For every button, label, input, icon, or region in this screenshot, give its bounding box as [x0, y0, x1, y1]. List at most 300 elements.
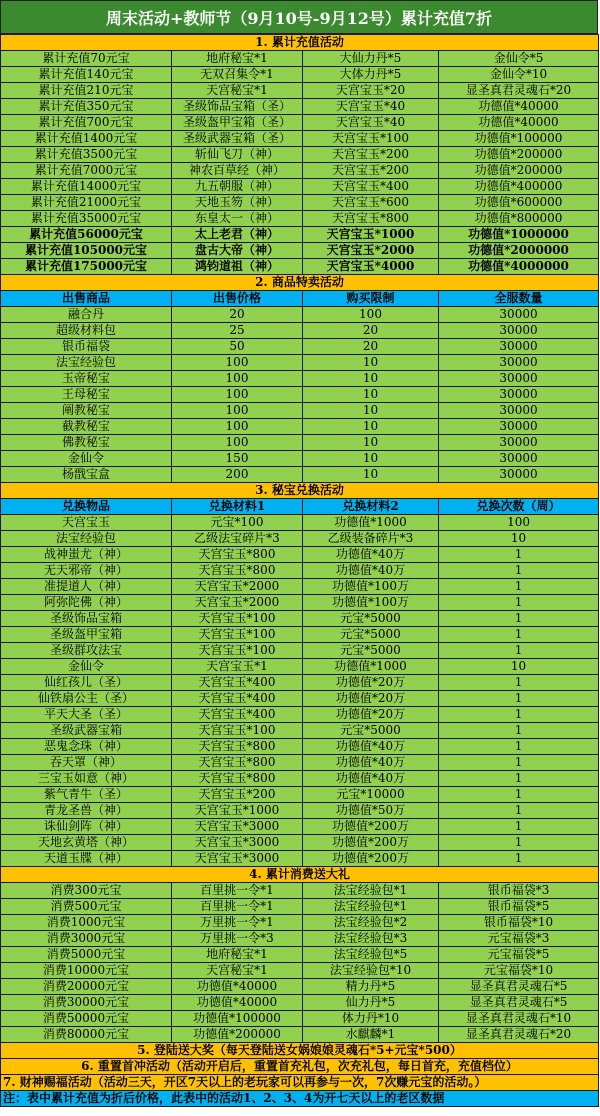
exchange-row-cell-1: 战神蚩尤（神）	[1, 547, 172, 563]
exchange-row	[1, 819, 599, 835]
exchange-row	[1, 531, 599, 547]
exchange-row-cell-2: 天宫宝玉*3000	[172, 851, 303, 867]
consume-row-cell-1: 消费5000元宝	[1, 947, 172, 963]
fortune-banner	[1, 1075, 599, 1091]
shop-row-cell-3: 10	[303, 355, 439, 371]
recharge-row-cell-2: 圣级盔甲宝箱（圣）	[172, 115, 303, 131]
shop-row	[1, 403, 599, 419]
exchange-section-header	[1, 483, 599, 499]
recharge-row-cell-4: 功德值*400000	[439, 179, 599, 195]
recharge-row-cell-3: 天宫宝玉*100	[303, 131, 439, 147]
recharge-row-cell-4: 金仙令*5	[439, 51, 599, 67]
shop-column-header-cell-2: 出售价格	[172, 291, 303, 307]
exchange-row-cell-4: 1	[439, 579, 599, 595]
exchange-row-cell-3: 元宝*5000	[303, 611, 439, 627]
exchange-row-cell-1: 恶鬼念珠（神）	[1, 739, 172, 755]
shop-row-cell-3: 10	[303, 403, 439, 419]
recharge-row-cell-2: 东皇太一（神）	[172, 211, 303, 227]
recharge-row	[1, 67, 599, 83]
exchange-row-cell-2: 天宫宝玉*100	[172, 611, 303, 627]
exchange-row	[1, 771, 599, 787]
consume-row-cell-1: 消费1000元宝	[1, 915, 172, 931]
exchange-row-cell-3: 功德值*40万	[303, 563, 439, 579]
shop-row-cell-1: 杨戬宝盒	[1, 467, 172, 483]
exchange-row-cell-4: 1	[439, 675, 599, 691]
shop-row-cell-2: 100	[172, 371, 303, 387]
shop-row-cell-3: 10	[303, 451, 439, 467]
exchange-row	[1, 563, 599, 579]
shop-row-cell-4: 30000	[439, 467, 599, 483]
recharge-row-cell-2: 神农百草经（神）	[172, 163, 303, 179]
recharge-row	[1, 179, 599, 195]
consume-row-cell-2: 功德值*100000	[172, 1011, 303, 1027]
exchange-row-cell-2: 天宫宝玉*1	[172, 659, 303, 675]
exchange-row-cell-3: 功德值*1000	[303, 515, 439, 531]
consume-row-cell-1: 消费20000元宝	[1, 979, 172, 995]
exchange-row-cell-3: 功德值*200万	[303, 851, 439, 867]
shop-section-header	[1, 275, 599, 291]
recharge-row-cell-2: 九五朝服（神）	[172, 179, 303, 195]
recharge-row-cell-4: 功德值*40000	[439, 115, 599, 131]
consume-row-cell-4: 元宝福袋*10	[439, 963, 599, 979]
exchange-row-cell-1: 青龙圣兽（神）	[1, 803, 172, 819]
shop-row-cell-4: 30000	[439, 307, 599, 323]
exchange-row-cell-4: 100	[439, 515, 599, 531]
shop-row-cell-1: 融合丹	[1, 307, 172, 323]
recharge-row-cell-3: 天宫宝玉*200	[303, 163, 439, 179]
consume-row-cell-4: 银币福袋*3	[439, 883, 599, 899]
exchange-row-cell-2: 天宫宝玉*800	[172, 771, 303, 787]
exchange-row-cell-1: 三宝玉如意（神）	[1, 771, 172, 787]
recharge-row-highlight	[1, 259, 599, 275]
exchange-row-cell-2: 天宫宝玉*1000	[172, 803, 303, 819]
recharge-row-cell-1: 累计充值140元宝	[1, 67, 172, 83]
exchange-row-cell-4: 1	[439, 755, 599, 771]
shop-row-cell-4: 30000	[439, 419, 599, 435]
shop-row	[1, 323, 599, 339]
exchange-row	[1, 595, 599, 611]
recharge-row-cell-4: 显圣真君灵魂石*20	[439, 83, 599, 99]
exchange-row-cell-2: 元宝*100	[172, 515, 303, 531]
recharge-row-cell-3: 天宫宝玉*200	[303, 147, 439, 163]
shop-row-cell-3: 10	[303, 467, 439, 483]
consume-row-cell-1: 消费80000元宝	[1, 1027, 172, 1043]
recharge-row-cell-1: 累计充值21000元宝	[1, 195, 172, 211]
consume-row	[1, 1011, 599, 1027]
shop-row-cell-3: 100	[303, 307, 439, 323]
exchange-row	[1, 739, 599, 755]
exchange-row-cell-2: 天宫宝玉*100	[172, 723, 303, 739]
consume-row	[1, 995, 599, 1011]
shop-row-cell-2: 100	[172, 435, 303, 451]
recharge-row-cell-1: 累计充值1400元宝	[1, 131, 172, 147]
recharge-row-cell-2: 圣级武器宝箱（圣）	[172, 131, 303, 147]
consume-row-cell-4: 显圣真君灵魂石*5	[439, 979, 599, 995]
shop-row-cell-1: 阐教秘宝	[1, 403, 172, 419]
recharge-row-cell-1: 累计充值210元宝	[1, 83, 172, 99]
recharge-row-cell-3: 天宫宝玉*400	[303, 179, 439, 195]
exchange-row-cell-2: 天宫宝玉*2000	[172, 595, 303, 611]
consume-row-cell-3: 法宝经验包*1	[303, 899, 439, 915]
consume-row-cell-3: 法宝经验包*2	[303, 915, 439, 931]
recharge-row-highlight-cell-1: 累计充值175000元宝	[1, 259, 172, 275]
exchange-row-cell-1: 诛仙剑阵（神）	[1, 819, 172, 835]
recharge-row-highlight-cell-4: 功德值*2000000	[439, 243, 599, 259]
exchange-row-cell-4: 1	[439, 595, 599, 611]
consume-row-cell-4: 元宝福袋*5	[439, 947, 599, 963]
shop-row	[1, 371, 599, 387]
consume-row-cell-4: 显圣真君灵魂石*10	[439, 1011, 599, 1027]
exchange-row	[1, 547, 599, 563]
exchange-row-cell-3: 功德值*40万	[303, 771, 439, 787]
consume-row-cell-1: 消费500元宝	[1, 899, 172, 915]
consume-section-header	[1, 867, 599, 883]
shop-row	[1, 419, 599, 435]
recharge-row-cell-2: 无双召集令*1	[172, 67, 303, 83]
exchange-row-cell-3: 元宝*10000	[303, 787, 439, 803]
recharge-row-highlight-cell-2: 太上老君（神）	[172, 227, 303, 243]
exchange-row-cell-2: 乙级法宝碎片*3	[172, 531, 303, 547]
recharge-row	[1, 83, 599, 99]
shop-row-cell-1: 法宝经验包	[1, 355, 172, 371]
consume-row-cell-4: 银币福袋*10	[439, 915, 599, 931]
recharge-row-cell-3: 天宫宝玉*20	[303, 83, 439, 99]
shop-row-cell-3: 10	[303, 371, 439, 387]
shop-row-cell-4: 30000	[439, 323, 599, 339]
exchange-row-cell-2: 天宫宝玉*3000	[172, 835, 303, 851]
exchange-row-cell-3: 功德值*40万	[303, 755, 439, 771]
consume-row-cell-2: 功德值*40000	[172, 979, 303, 995]
recharge-row-cell-1: 累计充值70元宝	[1, 51, 172, 67]
exchange-row-cell-1: 平天大圣（圣）	[1, 707, 172, 723]
exchange-row	[1, 851, 599, 867]
recharge-row-cell-1: 累计充值3500元宝	[1, 147, 172, 163]
exchange-row	[1, 723, 599, 739]
exchange-row-cell-4: 1	[439, 563, 599, 579]
recharge-row	[1, 163, 599, 179]
exchange-row	[1, 627, 599, 643]
first-recharge-banner	[1, 1059, 599, 1075]
recharge-row-cell-4: 功德值*600000	[439, 195, 599, 211]
exchange-row	[1, 579, 599, 595]
recharge-row	[1, 131, 599, 147]
consume-row	[1, 947, 599, 963]
recharge-row-highlight	[1, 227, 599, 243]
exchange-row-cell-4: 1	[439, 771, 599, 787]
shop-row-cell-2: 100	[172, 419, 303, 435]
recharge-row	[1, 115, 599, 131]
exchange-row-cell-1: 仙红孩儿（圣）	[1, 675, 172, 691]
shop-row	[1, 467, 599, 483]
login-award-banner-text: 5. 登陆送大奖（每天登陆送女娲娘娘灵魂石*5+元宝*500）	[1, 1043, 599, 1059]
shop-row	[1, 355, 599, 371]
shop-row	[1, 387, 599, 403]
shop-row-cell-2: 20	[172, 307, 303, 323]
exchange-row-cell-4: 1	[439, 819, 599, 835]
consume-row-cell-3: 体力丹*10	[303, 1011, 439, 1027]
shop-row	[1, 435, 599, 451]
recharge-row	[1, 195, 599, 211]
exchange-row-cell-1: 仙铁扇公主（圣）	[1, 691, 172, 707]
exchange-row-cell-3: 功德值*40万	[303, 547, 439, 563]
recharge-row-highlight-cell-4: 功德值*4000000	[439, 259, 599, 275]
consume-row	[1, 931, 599, 947]
exchange-row-cell-2: 天宫宝玉*100	[172, 643, 303, 659]
recharge-row-cell-3: 天宫宝玉*40	[303, 99, 439, 115]
sheet-title: 周末活动+教师节（9月10号-9月12号）累计充值7折	[0, 0, 598, 34]
exchange-row-cell-1: 吞天罩（神）	[1, 755, 172, 771]
consume-row	[1, 979, 599, 995]
exchange-row-cell-1: 准提道人（神）	[1, 579, 172, 595]
recharge-row-highlight	[1, 243, 599, 259]
consume-row-cell-3: 精力丹*5	[303, 979, 439, 995]
shop-row	[1, 451, 599, 467]
consume-section-header-text: 4. 累计消费送大礼	[1, 867, 599, 883]
shop-row-cell-3: 20	[303, 339, 439, 355]
recharge-row	[1, 147, 599, 163]
fortune-banner-text: 7. 财神赐福活动（活动三天，开区7天以上的老玩家可以再参与一次，7次赚元宝的活动。）	[1, 1075, 599, 1091]
exchange-row-cell-3: 功德值*20万	[303, 675, 439, 691]
event-table-body	[1, 35, 599, 1107]
first-recharge-banner-text: 6. 重置首冲活动（活动开启后，重置首充礼包，次充礼包，每日首充，充值档位）	[1, 1059, 599, 1075]
exchange-row	[1, 659, 599, 675]
exchange-row-cell-4: 1	[439, 787, 599, 803]
shop-row-cell-2: 200	[172, 467, 303, 483]
recharge-row-highlight-cell-2: 盘古大帝（神）	[172, 243, 303, 259]
consume-row-cell-1: 消费30000元宝	[1, 995, 172, 1011]
exchange-row-cell-3: 元宝*5000	[303, 643, 439, 659]
exchange-row-cell-4: 1	[439, 851, 599, 867]
consume-row-cell-2: 万里挑一令*1	[172, 915, 303, 931]
consume-row	[1, 963, 599, 979]
exchange-row	[1, 643, 599, 659]
recharge-row-cell-4: 功德值*40000	[439, 99, 599, 115]
recharge-row-highlight-cell-1: 累计充值105000元宝	[1, 243, 172, 259]
exchange-row-cell-4: 1	[439, 723, 599, 739]
exchange-row-cell-1: 无天邪帝（神）	[1, 563, 172, 579]
exchange-row-cell-3: 功德值*40万	[303, 739, 439, 755]
consume-row-cell-4: 银币福袋*5	[439, 899, 599, 915]
exchange-row-cell-1: 圣级饰品宝箱	[1, 611, 172, 627]
recharge-row-cell-3: 天宫宝玉*40	[303, 115, 439, 131]
exchange-row-cell-3: 功德值*50万	[303, 803, 439, 819]
shop-row	[1, 307, 599, 323]
exchange-row-cell-2: 天宫宝玉*400	[172, 675, 303, 691]
exchange-row-cell-2: 天宫宝玉*100	[172, 627, 303, 643]
exchange-section-header-text: 3. 秘宝兑换活动	[1, 483, 599, 499]
consume-row-cell-3: 水麒麟*1	[303, 1027, 439, 1043]
recharge-row-cell-2: 地府秘宝*1	[172, 51, 303, 67]
recharge-row-cell-3: 天宫宝玉*600	[303, 195, 439, 211]
shop-row-cell-4: 30000	[439, 451, 599, 467]
recharge-row-cell-1: 累计充值14000元宝	[1, 179, 172, 195]
shop-row-cell-3: 10	[303, 387, 439, 403]
exchange-row-cell-4: 1	[439, 707, 599, 723]
exchange-row-cell-3: 功德值*1000	[303, 659, 439, 675]
consume-row-cell-1: 消费300元宝	[1, 883, 172, 899]
exchange-row-cell-2: 天宫宝玉*2000	[172, 579, 303, 595]
exchange-row-cell-1: 天道玉牒（神）	[1, 851, 172, 867]
recharge-row-cell-4: 功德值*100000	[439, 131, 599, 147]
exchange-row	[1, 787, 599, 803]
shop-row-cell-2: 100	[172, 355, 303, 371]
consume-row-cell-1: 消费10000元宝	[1, 963, 172, 979]
recharge-row-cell-1: 累计充值350元宝	[1, 99, 172, 115]
recharge-row	[1, 51, 599, 67]
consume-row-cell-1: 消费50000元宝	[1, 1011, 172, 1027]
footnote-text: 注：表中累计充值为折后价格，此表中的活动1、2、3、4为开七天以上的老区数据	[1, 1091, 599, 1107]
consume-row-cell-2: 功德值*200000	[172, 1027, 303, 1043]
consume-row	[1, 1027, 599, 1043]
recharge-row-cell-3: 天宫宝玉*800	[303, 211, 439, 227]
recharge-row-cell-1: 累计充值7000元宝	[1, 163, 172, 179]
exchange-row-cell-4: 10	[439, 531, 599, 547]
shop-column-header-cell-4: 全服数量	[439, 291, 599, 307]
exchange-row-cell-2: 天宫宝玉*400	[172, 691, 303, 707]
shop-column-header-cell-3: 购买限制	[303, 291, 439, 307]
shop-row-cell-1: 截教秘宝	[1, 419, 172, 435]
shop-section-header-text: 2. 商品特卖活动	[1, 275, 599, 291]
shop-row-cell-3: 20	[303, 323, 439, 339]
shop-row-cell-4: 30000	[439, 339, 599, 355]
shop-row-cell-4: 30000	[439, 387, 599, 403]
recharge-row-cell-1: 累计充值700元宝	[1, 115, 172, 131]
shop-row	[1, 339, 599, 355]
recharge-row-cell-3: 大体力丹*5	[303, 67, 439, 83]
exchange-row-cell-1: 圣级群攻法宝	[1, 643, 172, 659]
shop-row-cell-2: 25	[172, 323, 303, 339]
exchange-row-cell-2: 天宫宝玉*3000	[172, 819, 303, 835]
shop-row-cell-2: 100	[172, 387, 303, 403]
exchange-row-cell-1: 天宫宝玉	[1, 515, 172, 531]
exchange-column-header-cell-3: 兑换材料2	[303, 499, 439, 515]
login-award-banner	[1, 1043, 599, 1059]
consume-row-cell-2: 天宫秘宝*1	[172, 963, 303, 979]
shop-row-cell-4: 30000	[439, 371, 599, 387]
recharge-row-cell-4: 功德值*200000	[439, 147, 599, 163]
consume-row-cell-2: 百里挑一令*1	[172, 883, 303, 899]
exchange-row	[1, 691, 599, 707]
exchange-row-cell-1: 天地玄黄塔（神）	[1, 835, 172, 851]
recharge-row-cell-4: 功德值*200000	[439, 163, 599, 179]
recharge-row-cell-1: 累计充值35000元宝	[1, 211, 172, 227]
recharge-row-highlight-cell-1: 累计充值56000元宝	[1, 227, 172, 243]
exchange-row-cell-3: 功德值*100万	[303, 595, 439, 611]
footnote	[1, 1091, 599, 1107]
recharge-row-cell-2: 天宫秘宝*1	[172, 83, 303, 99]
exchange-row-cell-4: 1	[439, 739, 599, 755]
exchange-row-cell-4: 1	[439, 643, 599, 659]
exchange-row-cell-3: 功德值*200万	[303, 819, 439, 835]
exchange-row-cell-4: 1	[439, 547, 599, 563]
consume-row-cell-3: 法宝经验包*5	[303, 947, 439, 963]
exchange-row	[1, 803, 599, 819]
event-table	[0, 34, 599, 1107]
exchange-row-cell-4: 1	[439, 691, 599, 707]
exchange-row-cell-1: 圣级武器宝箱	[1, 723, 172, 739]
exchange-row-cell-2: 天宫宝玉*200	[172, 787, 303, 803]
recharge-section-header-text: 1. 累计充值活动	[1, 35, 599, 51]
exchange-column-header	[1, 499, 599, 515]
exchange-row-cell-4: 1	[439, 803, 599, 819]
exchange-row-cell-3: 元宝*5000	[303, 723, 439, 739]
consume-row-cell-3: 法宝经验包*1	[303, 883, 439, 899]
exchange-row-cell-1: 金仙令	[1, 659, 172, 675]
exchange-row-cell-4: 1	[439, 627, 599, 643]
recharge-row-highlight-cell-3: 天宫宝玉*1000	[303, 227, 439, 243]
consume-row-cell-4: 显圣真君灵魂石*20	[439, 1027, 599, 1043]
consume-row-cell-2: 地府秘宝*1	[172, 947, 303, 963]
recharge-row-highlight-cell-2: 鸿钧道祖（神）	[172, 259, 303, 275]
exchange-row-cell-4: 10	[439, 659, 599, 675]
shop-column-header-cell-1: 出售商品	[1, 291, 172, 307]
recharge-row-cell-3: 大仙力丹*5	[303, 51, 439, 67]
exchange-row-cell-4: 1	[439, 611, 599, 627]
recharge-row-highlight-cell-3: 天宫宝玉*4000	[303, 259, 439, 275]
recharge-row-cell-4: 功德值*800000	[439, 211, 599, 227]
shop-row-cell-2: 100	[172, 403, 303, 419]
consume-row	[1, 899, 599, 915]
consume-row-cell-2: 功德值*40000	[172, 995, 303, 1011]
shop-row-cell-3: 10	[303, 435, 439, 451]
shop-row-cell-4: 30000	[439, 435, 599, 451]
exchange-column-header-cell-1: 兑换物品	[1, 499, 172, 515]
shop-row-cell-1: 金仙令	[1, 451, 172, 467]
recharge-row	[1, 211, 599, 227]
exchange-row-cell-2: 天宫宝玉*800	[172, 755, 303, 771]
recharge-row-cell-2: 斩仙飞刀（神）	[172, 147, 303, 163]
exchange-row-cell-4: 1	[439, 835, 599, 851]
exchange-row-cell-1: 阿弥陀佛（神）	[1, 595, 172, 611]
shop-row-cell-4: 30000	[439, 403, 599, 419]
recharge-row-cell-4: 金仙令*10	[439, 67, 599, 83]
consume-row-cell-2: 万里挑一令*3	[172, 931, 303, 947]
exchange-row-cell-3: 功德值*200万	[303, 835, 439, 851]
exchange-row-cell-2: 天宫宝玉*800	[172, 739, 303, 755]
exchange-row	[1, 675, 599, 691]
exchange-row-cell-3: 元宝*5000	[303, 627, 439, 643]
exchange-row-cell-2: 天宫宝玉*800	[172, 563, 303, 579]
consume-row-cell-1: 消费3000元宝	[1, 931, 172, 947]
exchange-row-cell-3: 功德值*20万	[303, 691, 439, 707]
exchange-row	[1, 515, 599, 531]
recharge-row-highlight-cell-3: 天宫宝玉*2000	[303, 243, 439, 259]
exchange-row-cell-2: 天宫宝玉*400	[172, 707, 303, 723]
recharge-row-cell-2: 天地玉笏（神）	[172, 195, 303, 211]
shop-row-cell-2: 150	[172, 451, 303, 467]
exchange-row	[1, 835, 599, 851]
exchange-row	[1, 611, 599, 627]
recharge-row-highlight-cell-4: 功德值*1000000	[439, 227, 599, 243]
exchange-row-cell-3: 功德值*100万	[303, 579, 439, 595]
consume-row	[1, 883, 599, 899]
recharge-row	[1, 99, 599, 115]
consume-row-cell-4: 元宝福袋*3	[439, 931, 599, 947]
consume-row-cell-3: 法宝经验包*10	[303, 963, 439, 979]
consume-row-cell-3: 仙力丹*5	[303, 995, 439, 1011]
exchange-column-header-cell-4: 兑换次数（周）	[439, 499, 599, 515]
shop-row-cell-3: 10	[303, 419, 439, 435]
exchange-column-header-cell-2: 兑换材料1	[172, 499, 303, 515]
exchange-row-cell-1: 法宝经验包	[1, 531, 172, 547]
shop-row-cell-1: 超级材料包	[1, 323, 172, 339]
consume-row-cell-2: 百里挑一令*1	[172, 899, 303, 915]
consume-row-cell-4: 显圣真君灵魂石*5	[439, 995, 599, 1011]
shop-row-cell-1: 银币福袋	[1, 339, 172, 355]
exchange-row-cell-1: 圣级盔甲宝箱	[1, 627, 172, 643]
shop-row-cell-2: 50	[172, 339, 303, 355]
exchange-row-cell-2: 天宫宝玉*800	[172, 547, 303, 563]
